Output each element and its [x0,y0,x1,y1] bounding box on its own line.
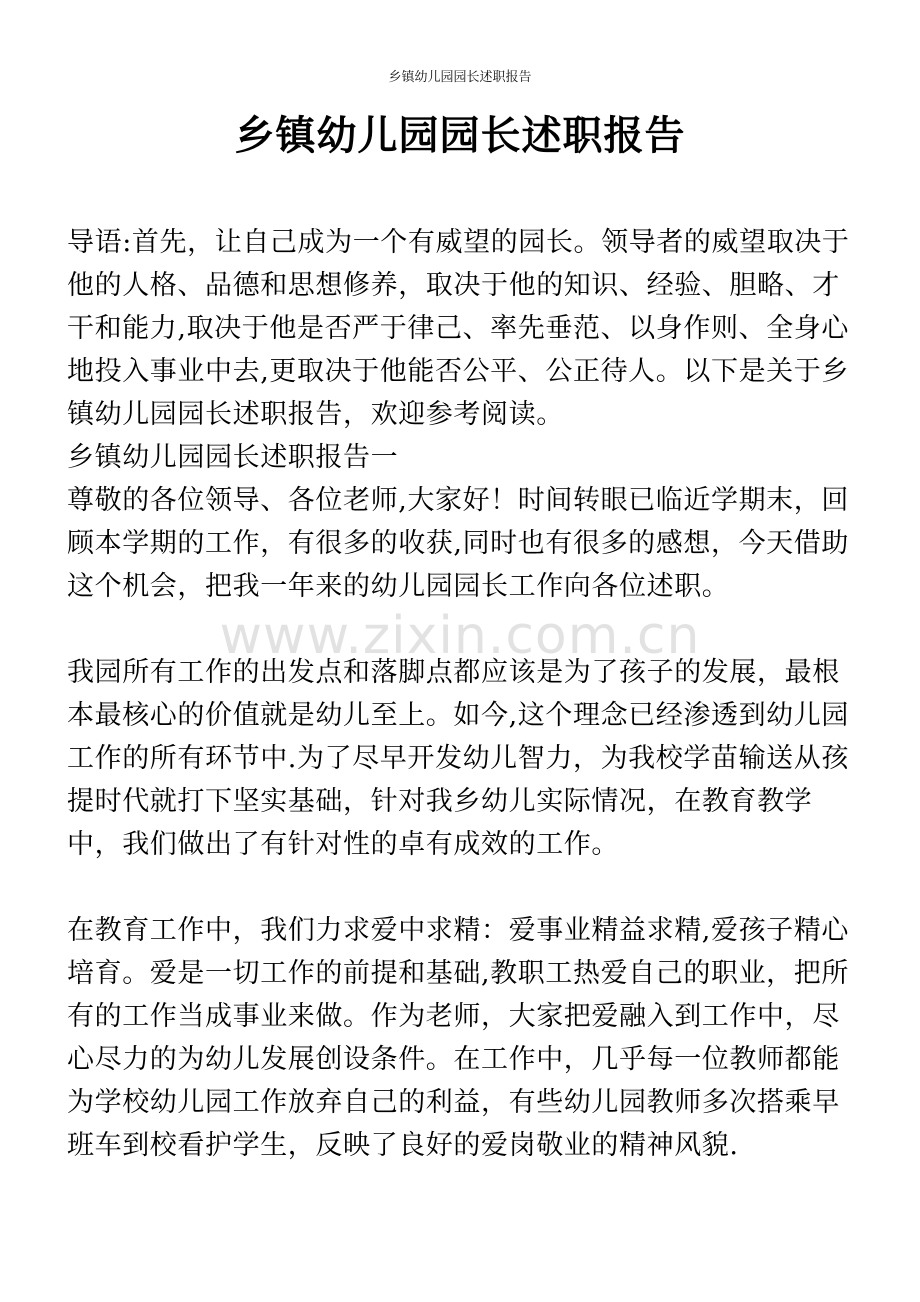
greeting-paragraph: 尊敬的各位领导、各位老师,大家好！时间转眼已临近学期末，回顾本学期的工作，有很多的收获,同时也有很多的感想，今天借助这个机会，把我一年来的幼儿园园长工作向各位述职。 [67,485,849,602]
running-header: 乡镇幼儿园园长述职报告 [388,70,532,85]
watermark: www.zixin.com.cn [219,606,701,666]
document-title: 乡镇幼儿园园长述职报告 [234,112,686,159]
document-body [67,221,853,1167]
body-paragraph: 在教育工作中，我们力求爱中求精：爱事业精益求精,爱孩子精心培育。爱是一切工作的前提和基础,教职工热爱自己的职业，把所有的工作当成事业来做。作为老师，大家把爱融入到工作中，尽心尽力的为幼儿发展创设条件。在工作中，几乎每一位教师都能为学校幼儿园工作放弃自己的利益，有些幼儿园教师多次搭乘早班车到校看护学生，反映了良好的爱岗敬业的精神风貌. [67,915,849,1161]
section-heading: 乡镇幼儿园园长述职报告一 [67,442,399,473]
intro-paragraph: 导语:首先，让自己成为一个有威望的园长。领导者的威望取决于他的人格、品德和思想修养，取决于他的知识、经验、胆略、才干和能力,取决于他是否严于律己、率先垂范、以身作则、全身心地投入事业中去,更取决于他能否公平、公正待人。以下是关于乡镇幼儿园园长述职报告，欢迎参考阅读。 [67,227,850,430]
body-paragraph: 我园所有工作的出发点和落脚点都应该是为了孩子的发展，最根本最核心的价值就是幼儿至上。如今,这个理念已经渗透到幼儿园工作的所有环节中.为了尽早开发幼儿智力，为我校学苗输送从孩提时代就打下坚实基础，针对我乡幼儿实际情况，在教育教学中，我们做出了有针对性的卓有成效的工作。 [67,657,849,860]
paragraph-spacer [67,608,853,651]
paragraph-spacer [67,866,853,909]
